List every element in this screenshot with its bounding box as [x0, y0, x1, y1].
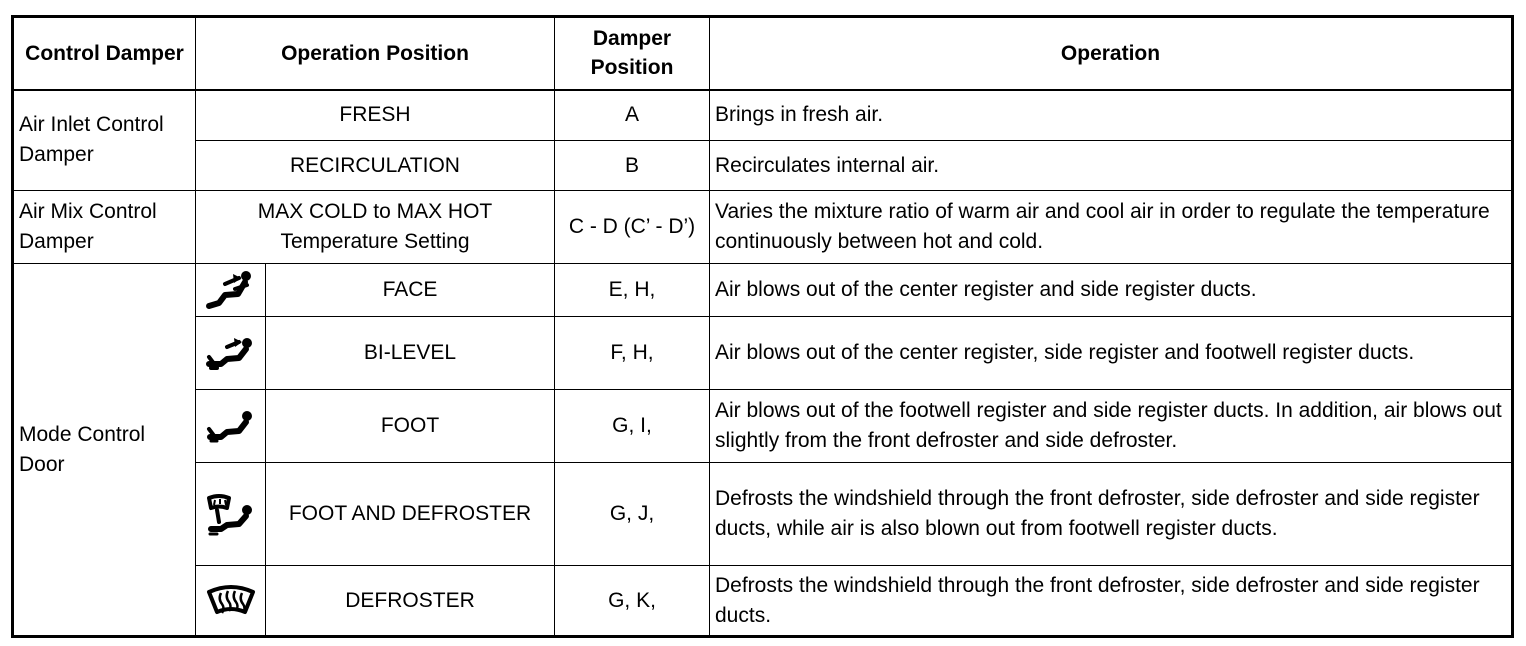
face-operation: Air blows out of the center register and side register ducts.	[710, 264, 1513, 317]
air-mix-damper-position: C - D (C’ - D’)	[555, 191, 710, 264]
header-operation-position: Operation Position	[196, 17, 555, 90]
face-position: FACE	[266, 264, 555, 317]
foot-defroster-icon-cell	[196, 463, 266, 566]
header-operation: Operation	[710, 17, 1513, 90]
face-icon-cell	[196, 264, 266, 317]
recirculation-operation: Recirculates internal air.	[710, 141, 1513, 191]
bi-level-position: BI-LEVEL	[266, 317, 555, 390]
face-damper-position: E, H,	[555, 264, 710, 317]
foot-position: FOOT	[266, 390, 555, 463]
fresh-operation: Brings in fresh air.	[710, 90, 1513, 141]
damper-operation-table	[11, 15, 1514, 638]
bi-level-mode-icon	[205, 335, 257, 371]
defroster-position: DEFROSTER	[266, 566, 555, 637]
bi-level-operation: Air blows out of the center register, side register and footwell register ducts.	[710, 317, 1513, 390]
table-row	[13, 463, 1513, 566]
table-row	[13, 390, 1513, 463]
bi-level-damper-position: F, H,	[555, 317, 710, 390]
defroster-icon-cell	[196, 566, 266, 637]
foot-defroster-damper-position: G, J,	[555, 463, 710, 566]
table-row	[13, 191, 1513, 264]
foot-defroster-position: FOOT AND DEFROSTER	[266, 463, 555, 566]
table-row	[13, 141, 1513, 191]
header-damper-position: Damper Position	[555, 17, 710, 90]
defroster-damper-position: G, K,	[555, 566, 710, 637]
bi-level-icon-cell	[196, 317, 266, 390]
header-row	[13, 17, 1513, 90]
recirculation-damper-position: B	[555, 141, 710, 191]
fresh-position: FRESH	[196, 90, 555, 141]
mode-door-label: Mode Control Door	[13, 264, 196, 637]
fresh-damper-position: A	[555, 90, 710, 141]
defroster-mode-icon	[205, 584, 257, 618]
face-mode-icon	[205, 270, 257, 310]
foot-mode-icon	[205, 409, 257, 443]
table-row	[13, 566, 1513, 637]
air-mix-damper-label: Air Mix Control Damper	[13, 191, 196, 264]
air-mix-position: MAX COLD to MAX HOT Temperature Setting	[196, 191, 555, 264]
table-row	[13, 90, 1513, 141]
recirculation-position: RECIRCULATION	[196, 141, 555, 191]
table-row	[13, 317, 1513, 390]
foot-operation: Air blows out of the footwell register and side register ducts. In addition, air blows out slightly from the front defroster and side defroster.	[710, 390, 1513, 463]
foot-defroster-operation: Defrosts the windshield through the front defroster, side defroster and side register ducts, while air is also blown out from footwell register ducts.	[710, 463, 1513, 566]
foot-damper-position: G, I,	[555, 390, 710, 463]
table-row	[13, 264, 1513, 317]
air-mix-operation: Varies the mixture ratio of warm air and cool air in order to regulate the temperature continuously between hot and cold.	[710, 191, 1513, 264]
foot-icon-cell	[196, 390, 266, 463]
foot-defroster-mode-icon	[205, 492, 257, 536]
header-control-damper: Control Damper	[13, 17, 196, 90]
defroster-operation: Defrosts the windshield through the front defroster, side defroster and side register ducts.	[710, 566, 1513, 637]
air-inlet-damper-label: Air Inlet Control Damper	[13, 90, 196, 191]
